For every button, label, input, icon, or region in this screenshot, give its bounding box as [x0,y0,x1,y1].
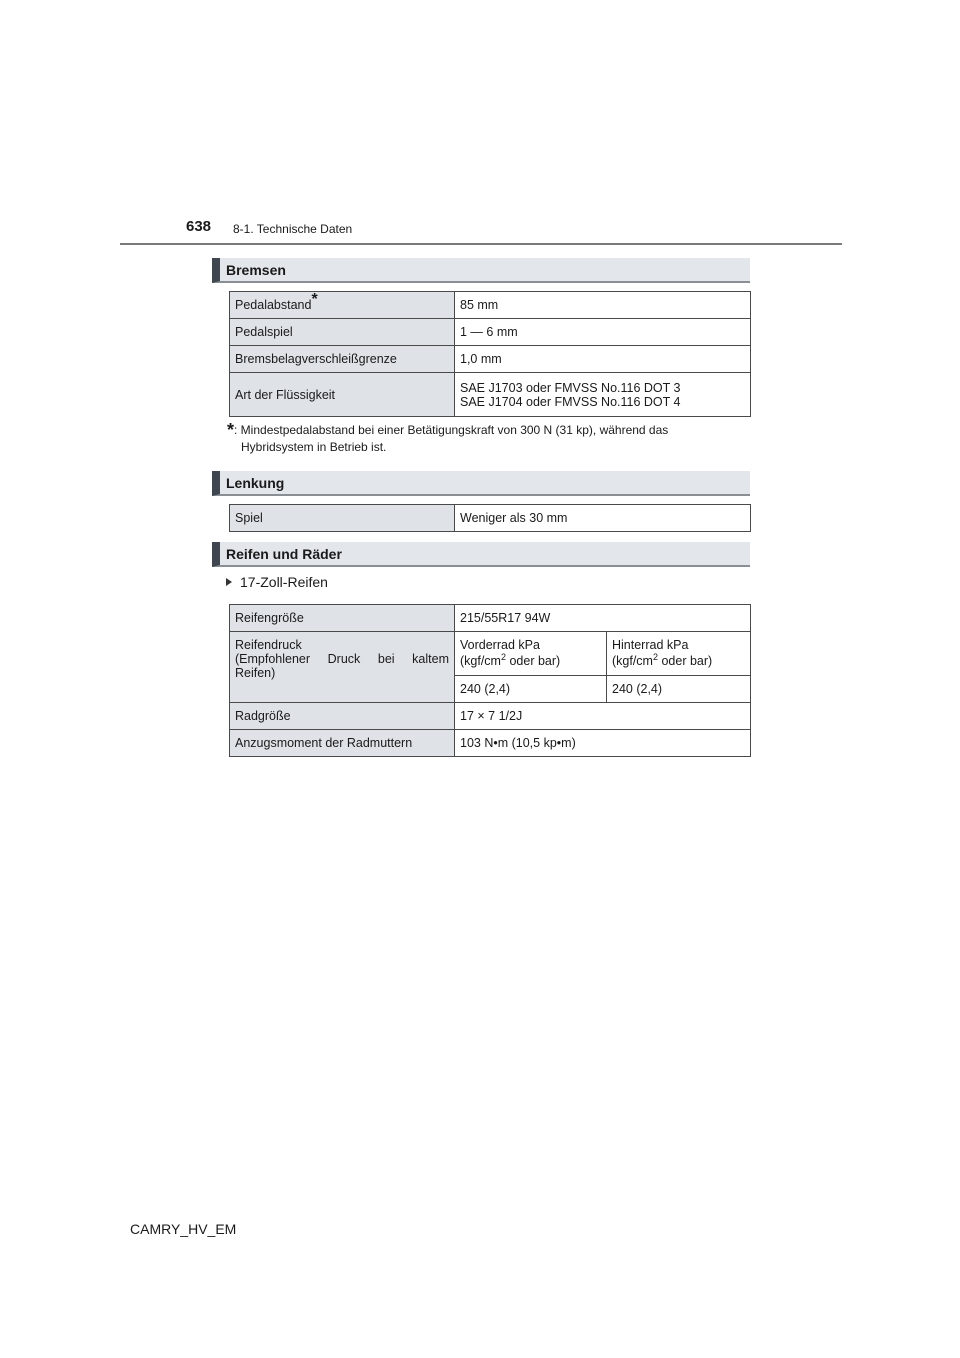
table-value-cell: Weniger als 30 mm [455,505,751,532]
brakes-table [229,291,751,417]
table-row [230,605,751,632]
table-row [230,373,751,417]
table-key-cell: Reifengröße [230,605,455,632]
table-value-cell: 215/55R17 94W [455,605,751,632]
table-row [230,730,751,757]
triangle-bullet-icon [226,578,232,586]
table-value-cell: 103 N•m (10,5 kp•m) [455,730,751,757]
subheading-text: 17-Zoll-Reifen [240,574,328,590]
chapter-title: 8-1. Technische Daten [233,222,353,236]
section-heading-brakes: Bremsen [212,258,750,283]
table-row [230,632,751,676]
front-pressure-header: Vorderrad kPa ($kgf/cm^2$ oder bar) [455,632,607,676]
table-key-cell: Pedalspiel [230,319,455,346]
fluid-spec-line: SAE J1703 oder FMVSS No.116 DOT 3 [460,380,681,395]
table-value-cell: 1,0 mm [455,346,751,373]
table-key-cell [230,632,455,703]
table-key-cell: Spiel [230,505,455,532]
section-heading-wheels: Reifen und Räder [212,542,750,567]
page-number: 638 [186,218,212,235]
table-value-cell: 1 — 6 mm [455,319,751,346]
table-key-cell: Pedalabstand* [230,292,455,319]
table-key-cell: Anzugsmoment der Radmuttern [230,730,455,757]
table-key-cell: Bremsbelagverschleißgrenze [230,346,455,373]
footnote [227,422,747,456]
header-rule [120,243,842,245]
table-value-cell: 85 mm [455,292,751,319]
table-key-cell: Radgröße [230,703,455,730]
footnote-star: * [227,420,235,440]
table-row [230,505,751,532]
table-row [230,703,751,730]
table-row [230,346,751,373]
pressure-key-line: Reifendruck [235,638,302,652]
footnote-text: : Mindestpedalabstand bei einer Betätigungskraft von 300 N (31 kp), während das [234,423,669,437]
section-heading-steering: Lenkung [212,471,750,496]
footnote-text-continued: Hybridsystem in Betrieb ist. [241,440,387,454]
table-value-cell [455,373,751,417]
table-value-cell: 17 × 7 1/2J [455,703,751,730]
front-pressure-value: 240 (2,4) [455,676,607,703]
steering-table [229,504,751,532]
subheading-17-inch [226,574,328,590]
table-row [230,292,751,319]
footnote-marker: * [311,290,318,308]
pressure-key-line: (Empfohlener Druck bei kaltem [235,652,449,666]
table-row [230,319,751,346]
fluid-spec-line: SAE J1704 oder FMVSS No.116 DOT 4 [460,394,681,409]
rear-pressure-header: Hinterrad kPa ($kgf/cm^2$ oder bar) [607,632,751,676]
rear-pressure-value: 240 (2,4) [607,676,751,703]
pressure-key-line: Reifen) [235,666,276,680]
table-key-cell: Art der Flüssigkeit [230,373,455,417]
document-code: CAMRY_HV_EM [130,1221,237,1237]
wheels-table [229,604,751,757]
